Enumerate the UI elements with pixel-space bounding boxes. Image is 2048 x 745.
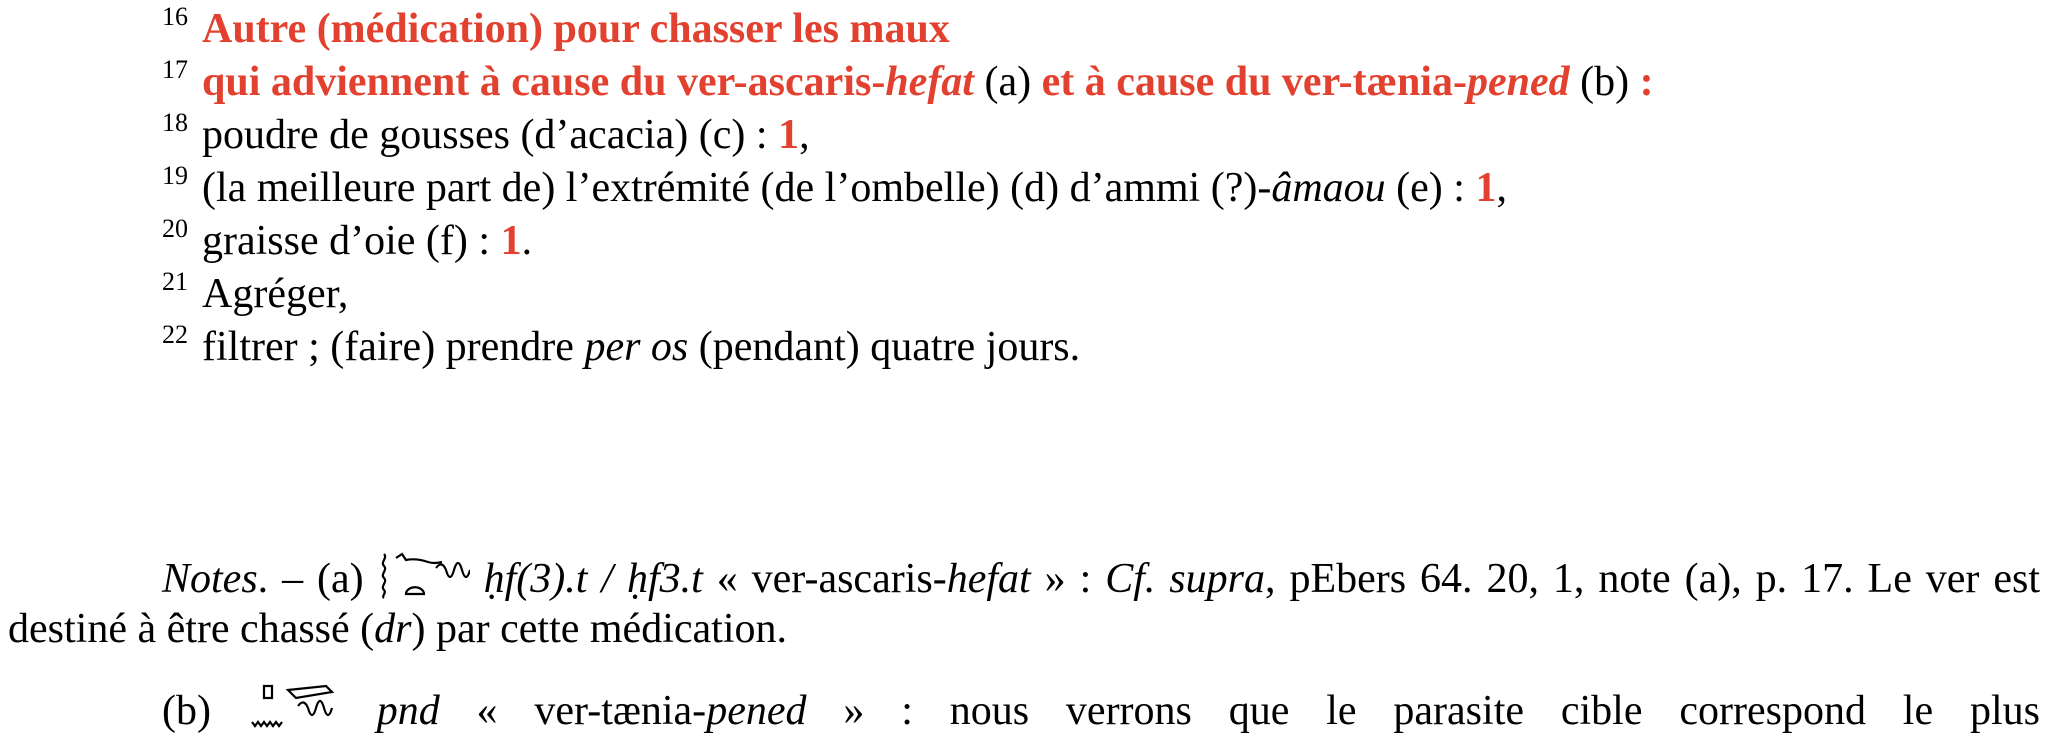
line-20 xyxy=(162,216,532,266)
rubric-text: et à cause du ver-tænia- xyxy=(1041,59,1467,105)
rubric-italic: pened xyxy=(1466,59,1570,105)
note-text: « ver-ascaris- xyxy=(702,556,947,602)
line-16 xyxy=(162,4,950,54)
transliteration: ḥf(3).t / ḥf3.t xyxy=(483,556,703,602)
line-number: 19 xyxy=(162,161,188,190)
note-a xyxy=(8,550,2040,654)
note-text: . – (a) xyxy=(257,556,378,602)
rubric-colon: : xyxy=(1629,59,1654,105)
rubric-text: Autre (médication) pour chasser les maux xyxy=(202,6,950,52)
line-text: poudre de gousses (d’acacia) (c) : xyxy=(202,112,779,158)
cross-reference: Cf. supra xyxy=(1105,556,1266,602)
line-number: 18 xyxy=(162,108,188,137)
punctuation: . xyxy=(521,218,533,264)
note-label: (b) xyxy=(162,688,248,734)
note-text: « ver-tænia- xyxy=(439,688,707,734)
line-19 xyxy=(162,163,1507,213)
hieroglyph-hefat-icon xyxy=(378,550,470,600)
note-text: ) par cette médication. xyxy=(411,606,787,652)
punctuation: , xyxy=(799,112,810,158)
notes-label: Notes xyxy=(162,556,258,602)
italic-term: pened xyxy=(706,688,807,734)
line-text: filtrer ; (faire) prendre xyxy=(202,324,585,370)
rubric-italic: hefat xyxy=(885,59,974,105)
note-ref: (a) xyxy=(973,59,1042,105)
rubric-text: qui adviennent à cause du ver-ascaris- xyxy=(202,59,886,105)
line-22 xyxy=(162,322,1080,372)
line-text: (pendant) quatre jours. xyxy=(688,324,1081,370)
italic-term: hefat xyxy=(946,556,1031,602)
note-text: , pEbers 64. 20, 1, note (a), p. 17. Le ver est destiné à être chassé ( xyxy=(8,556,2041,652)
quantity: 1 xyxy=(778,112,800,158)
note-b xyxy=(8,682,2040,736)
line-number: 20 xyxy=(162,214,188,243)
punctuation: , xyxy=(1496,165,1507,211)
transliteration: pnd xyxy=(376,688,440,734)
note-ref: (b) xyxy=(1569,59,1630,105)
italic-term: per os xyxy=(584,324,689,370)
italic-term: âmaou xyxy=(1271,165,1386,211)
line-text: graisse d’oie (f) : xyxy=(202,218,501,264)
line-number: 16 xyxy=(162,2,188,31)
line-text: (e) : xyxy=(1385,165,1476,211)
line-17 xyxy=(162,57,1654,107)
line-number: 22 xyxy=(162,320,188,349)
line-number: 17 xyxy=(162,55,188,84)
line-number: 21 xyxy=(162,267,188,296)
hieroglyph-pened-icon xyxy=(248,682,340,732)
note-text: » : xyxy=(1030,556,1106,602)
note-text: » : nous verrons que le parasite cible correspond le plus xyxy=(806,688,2040,734)
line-text: (la meilleure part de) l’extrémité (de l’ombelle) (d) d’ammi (?)- xyxy=(202,165,1272,211)
line-text: Agréger, xyxy=(202,271,349,317)
quantity: 1 xyxy=(1475,165,1497,211)
quantity: 1 xyxy=(500,218,522,264)
italic-term: dr xyxy=(374,606,412,652)
line-21 xyxy=(162,269,348,319)
line-18 xyxy=(162,110,810,160)
